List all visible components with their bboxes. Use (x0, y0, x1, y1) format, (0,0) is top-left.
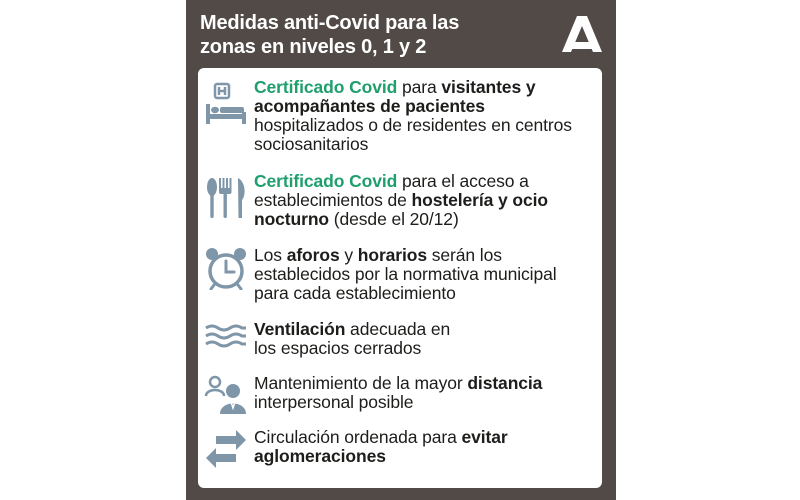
highlight-certificado-covid: Certificado Covid (254, 171, 398, 191)
measure-text-ventilacion: Ventilación adecuada en los espacios cerrados (254, 319, 451, 358)
cutlery-icon (204, 176, 248, 220)
title-line-2: zonas en niveles 0, 1 y 2 (200, 36, 427, 58)
infographic-panel (186, 0, 616, 500)
opposite-arrows-icon (204, 430, 248, 474)
ventilation-waves-icon (204, 320, 248, 364)
measures-card (198, 68, 602, 488)
measure-text-circulacion: Circulación ordenada para evitar aglomeraciones (254, 427, 508, 466)
page-title (200, 11, 530, 59)
people-distance-icon (204, 374, 248, 418)
measure-text-aforos: Los aforos y horarios serán los establecidos por la normativa municipal para cada establecimiento (254, 245, 557, 303)
measure-text-hospital: Certificado Covid para visitantes y acompañantes de pacientes hospitalizados o de residentes en centros sociosanitarios (254, 77, 572, 154)
alarm-clock-icon (204, 246, 248, 290)
measure-text-distancia: Mantenimiento de la mayor distancia interpersonal posible (254, 373, 543, 412)
andalucia-a-logo-icon (560, 14, 604, 54)
hospital-bed-icon (204, 82, 248, 126)
highlight-certificado-covid: Certificado Covid (254, 77, 398, 97)
measure-text-hosteleria: Certificado Covid para el acceso a establecimientos de hostelería y ocio nocturno (desde el 20/12) (254, 171, 548, 229)
title-line-1: Medidas anti-Covid para las (200, 12, 460, 34)
